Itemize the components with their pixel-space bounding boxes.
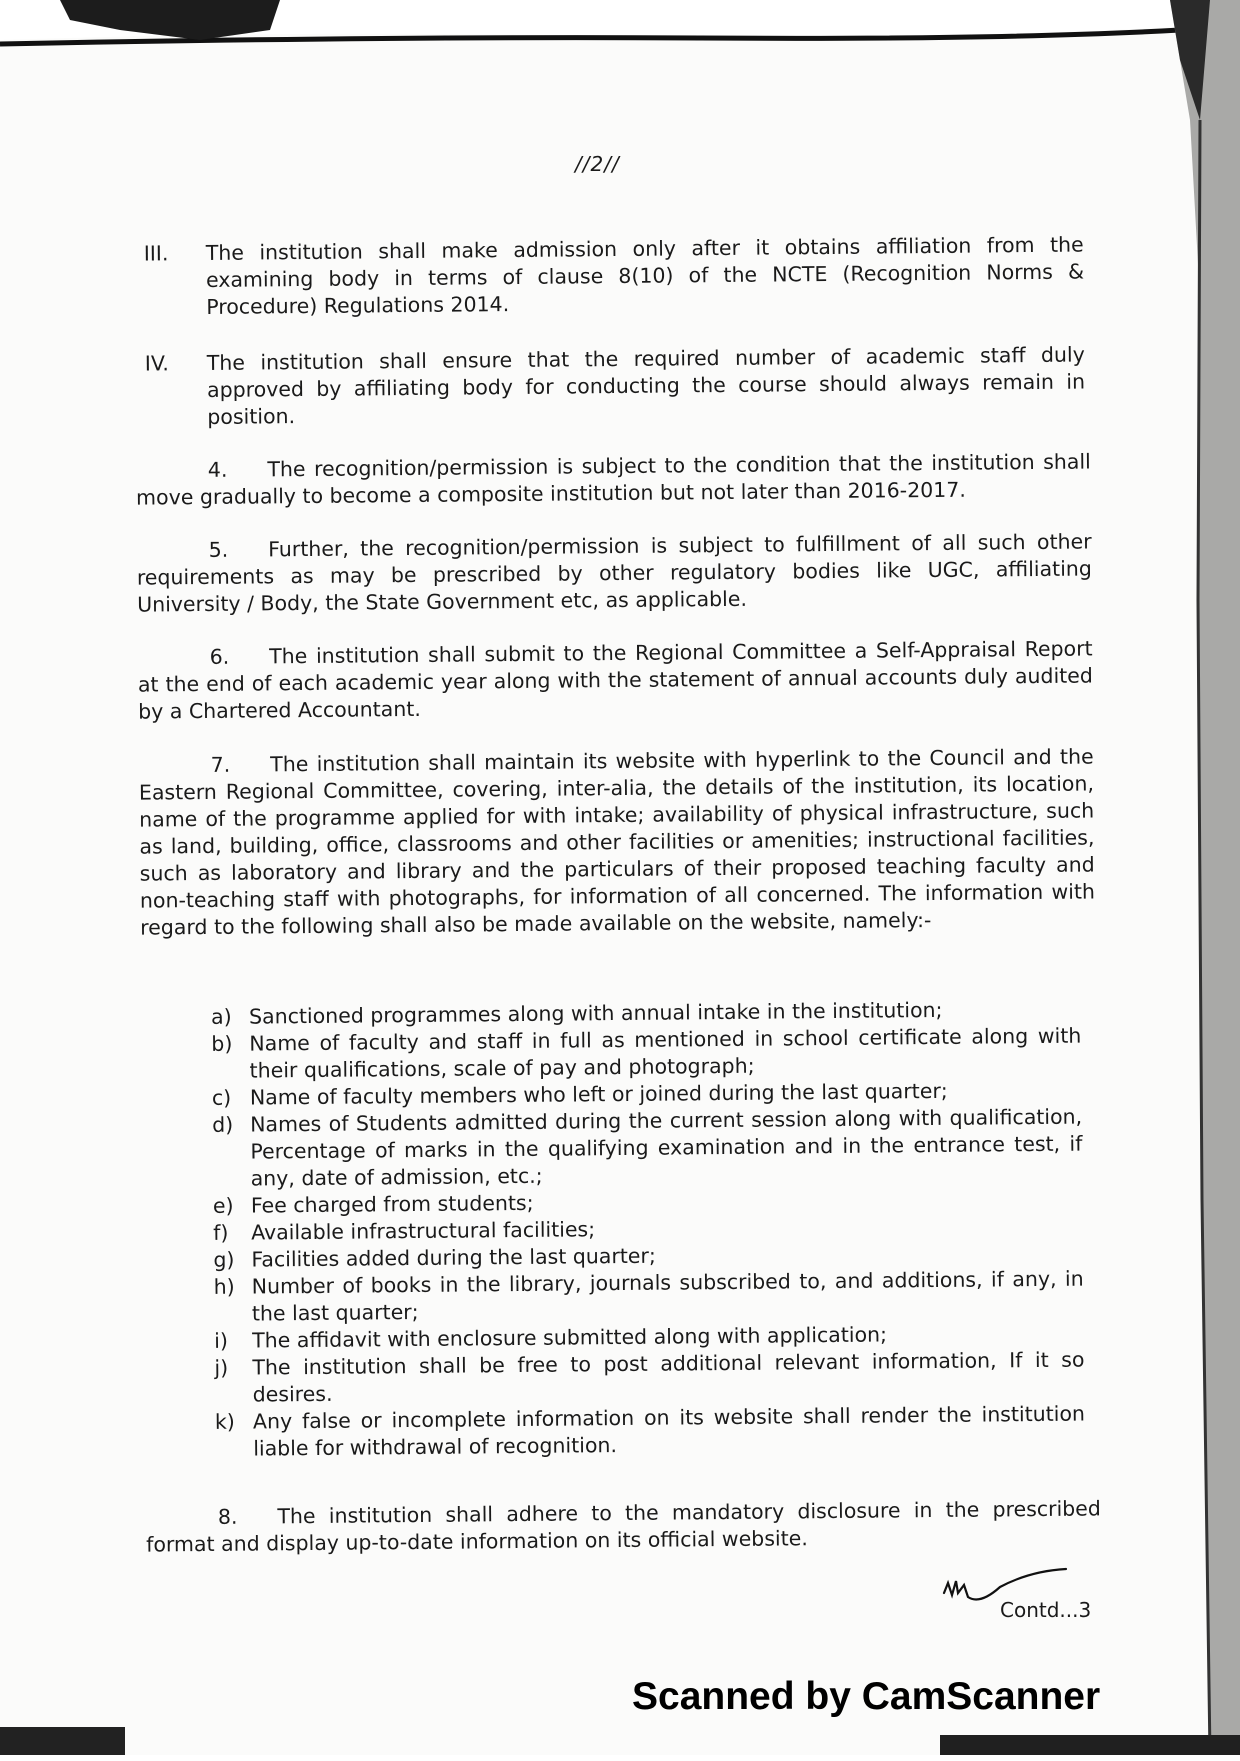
- list-item-text: Number of books in the library, journals subscribed to, and additions, if any, in the last quarter;: [251, 1266, 1084, 1326]
- list-item: [211, 1023, 1081, 1085]
- paragraph-text: Further, the recognition/permission is subject to fulfillment of all such other requirements as may be prescribed by other regulatory bodies like UGC, affiliating University / Body, the State Government etc, as applicable.: [136, 529, 1092, 617]
- list-item-label: k): [214, 1409, 235, 1434]
- paragraph-number: 5.: [208, 537, 229, 562]
- list-item-text: Fee charged from students;: [250, 1190, 534, 1218]
- list-item-label: i): [214, 1328, 229, 1353]
- list-item-label: e): [212, 1193, 234, 1218]
- list-item-label: g): [213, 1247, 235, 1272]
- list-item-label: b): [211, 1031, 233, 1056]
- paragraph-8: [146, 1495, 1101, 1558]
- list-item-text: Name of faculty members who left or joined during the last quarter;: [249, 1078, 948, 1110]
- list-item-text: The institution shall be free to post additional relevant information, If it so desires.: [252, 1347, 1085, 1407]
- paragraph-text: The institution shall submit to the Regional Committee a Self-Appraisal Report at the end of each academic year along with the statement of annual accounts duly audited by a Chartered Accountant.: [137, 636, 1093, 724]
- clause-number: IV.: [144, 351, 169, 376]
- list-item-text: Facilities added during the last quarter;: [251, 1243, 656, 1272]
- paragraph-text: The institution shall adhere to the mandatory disclosure in the prescribed format and display up-to-date information on its official website.: [146, 1496, 1101, 1557]
- paragraph-number: 4.: [207, 457, 228, 482]
- list-item-label: a): [210, 1004, 232, 1029]
- clause-text: The institution shall ensure that the required number of academic staff duly approved by affiliating body for conducting the course should always remain in position.: [206, 342, 1086, 429]
- paragraph-4: [136, 448, 1091, 511]
- list-item-label: f): [213, 1220, 229, 1245]
- list-item-label: j): [214, 1355, 229, 1380]
- list-item: [214, 1266, 1084, 1328]
- list-item-label: c): [211, 1085, 232, 1110]
- paragraph-number: 7.: [210, 752, 231, 777]
- list-item-text: Any false or incomplete information on its website shall render the institution liable for withdrawal of recognition.: [252, 1401, 1086, 1461]
- clause-number: III.: [143, 241, 169, 266]
- paragraph-7: [139, 743, 1096, 941]
- paragraph-text: The recognition/permission is subject to the condition that the institution shall move gradually to become a composite institution but not later than 2016-2017.: [136, 449, 1091, 510]
- list-item: [214, 1347, 1084, 1409]
- list-item-text: Available infrastructural facilities;: [251, 1217, 596, 1245]
- list-item-text: Names of Students admitted during the current session along with qualification, Percentage of marks in the qualifying examination and in the entrance test, if any, date of admission, etc.;: [250, 1104, 1083, 1191]
- website-information-list: [211, 996, 1085, 1463]
- clause-iv: [145, 342, 1086, 432]
- page-number: //2//: [575, 152, 620, 176]
- paragraph-text: The institution shall maintain its website with hyperlink to the Council and the Eastern Regional Committee, covering, inter-alia, the details of the institution, its location, name of the programme applied for with intake; availability of physical infrastructure, such as land, building, office, classrooms and other facilities or amenities; instructional facilities, such as laboratory and library and the particulars of their proposed teaching faculty and non-teaching staff with photographs, for information of all concerned. The information with regard to the following shall also be made available on the website, namely:-: [138, 744, 1096, 940]
- list-item-label: h): [213, 1274, 235, 1299]
- list-item-text: Sanctioned programmes along with annual intake in the institution;: [248, 997, 943, 1029]
- paragraph-6: [138, 635, 1094, 725]
- clause-iii: [144, 232, 1085, 322]
- list-item: [212, 1104, 1083, 1193]
- continued-note: Contd...3: [1000, 1598, 1092, 1622]
- list-item: [215, 1401, 1085, 1463]
- paragraph-5: [136, 528, 1092, 618]
- list-item-text: Name of faculty and staff in full as mentioned in school certificate along with their qualifications, scale of pay and photograph;: [249, 1023, 1082, 1083]
- camscanner-watermark: Scanned by CamScanner: [632, 1675, 1101, 1718]
- list-item-label: d): [212, 1112, 234, 1137]
- paragraph-number: 8.: [217, 1504, 238, 1529]
- clause-text: The institution shall make admission only after it obtains affiliation from the examining body in terms of clause 8(10) of the NCTE (Recognition Norms & Procedure) Regulations 2014.: [205, 232, 1085, 319]
- list-item-text: The affidavit with enclosure submitted along with application;: [252, 1322, 888, 1353]
- paragraph-number: 6.: [209, 644, 230, 669]
